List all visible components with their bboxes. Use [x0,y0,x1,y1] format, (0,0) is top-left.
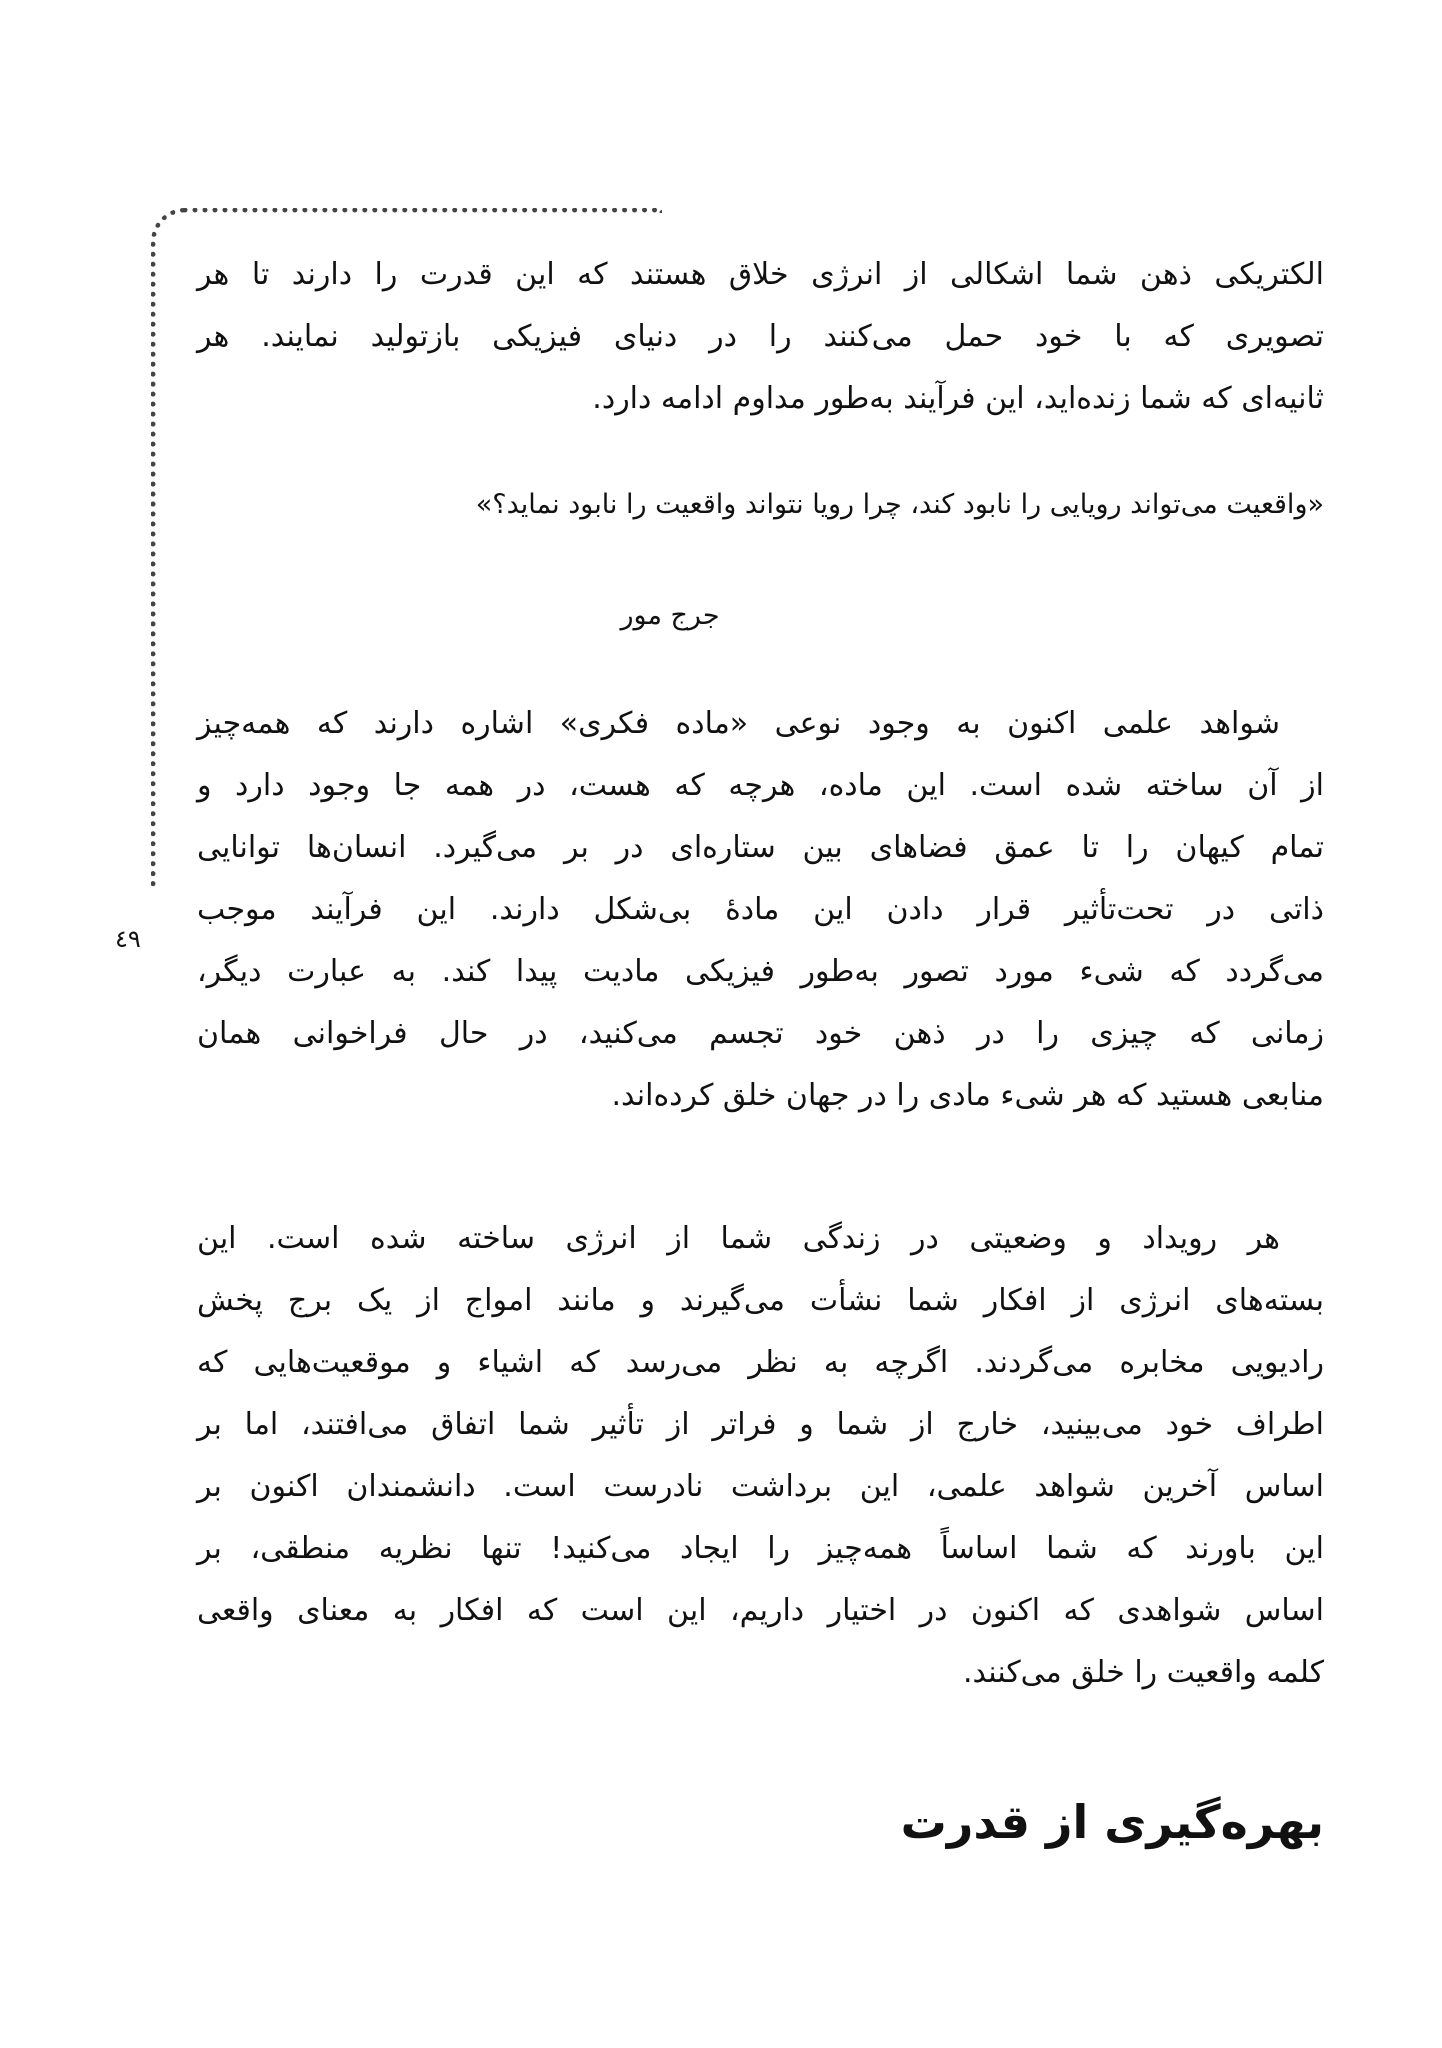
text-line: تمام کیهان را تا عمق فضاهای بین ستاره‌ای در بر می‌گیرد. انسان‌ها توانایی [197,830,1324,865]
section-heading: بهره‌گیری از قدرت [900,1795,1324,1849]
text-line: ثانیه‌ای که شما زنده‌اید، این فرآیند به‌طور مداوم ادامه دارد. [592,381,1324,416]
text-line: منابعی هستید که هر شیء مادی را در جهان خلق کرده‌اند. [611,1078,1324,1113]
text-line: این باورند که شما اساساً همه‌چیز را ایجاد می‌کنید! تنها نظریه منطقی، بر [197,1531,1324,1566]
text-line: کلمه واقعیت را خلق می‌کنند. [963,1655,1324,1690]
text-line: شواهد علمی اکنون به وجود نوعی «ماده فکری» اشاره دارند که همه‌چیز [197,706,1280,741]
text-line: رادیویی مخابره می‌گردند. اگرچه به نظر می‌رسد که اشیاء و موقعیت‌هایی که [197,1345,1324,1380]
text-line: بسته‌های انرژی از افکار شما نشأت می‌گیرند و مانند امواج از یک برج پخش [197,1283,1324,1318]
text-line: هر رویداد و وضعیتی در زندگی شما از انرژی ساخته شده است. این [197,1221,1280,1256]
text-line: می‌گردد که شیء مورد تصور به‌طور فیزیکی مادیت پیدا کند. به عبارت دیگر، [197,954,1324,989]
quote-author: جرج مور [620,600,720,631]
paragraph-1 [197,244,1324,430]
paragraph-2 [197,693,1324,1127]
text-line: اساس شواهدی که اکنون در اختیار داریم، این است که افکار به معنای واقعی [197,1593,1324,1628]
text-line: الکتریکی ذهن شما اشکالی از انرژی خلاق هستند که این قدرت را دارند تا هر [197,257,1324,292]
paragraph-3 [197,1208,1324,1704]
text-line: زمانی که چیزی را در ذهن خود تجسم می‌کنید، در حال فراخوانی همان [197,1016,1324,1051]
text-line: اساس آخرین شواهد علمی، این برداشت نادرست است. دانشمندان اکنون بر [197,1469,1324,1504]
page-number: ٤٩ [115,925,141,953]
text-line: از آن ساخته شده است. این ماده، هرچه که هست، در همه جا وجود دارد و [197,768,1324,803]
text-line: ذاتی در تحت‌تأثیر قرار دادن این مادهٔ بی‌شکل دارند. این فرآیند موجب [197,892,1324,927]
text-line: تصویری که با خود حمل می‌کنند را در دنیای فیزیکی بازتولید نمایند. هر [197,319,1324,354]
quote: «واقعیت می‌تواند رویایی را نابود کند، چرا رویا نتواند واقعیت را نابود نماید؟» [475,489,1324,520]
text-line: اطراف خود می‌بینید، خارج از شما و فراتر از تأثیر شما اتفاق می‌افتند، اما بر [197,1407,1324,1442]
